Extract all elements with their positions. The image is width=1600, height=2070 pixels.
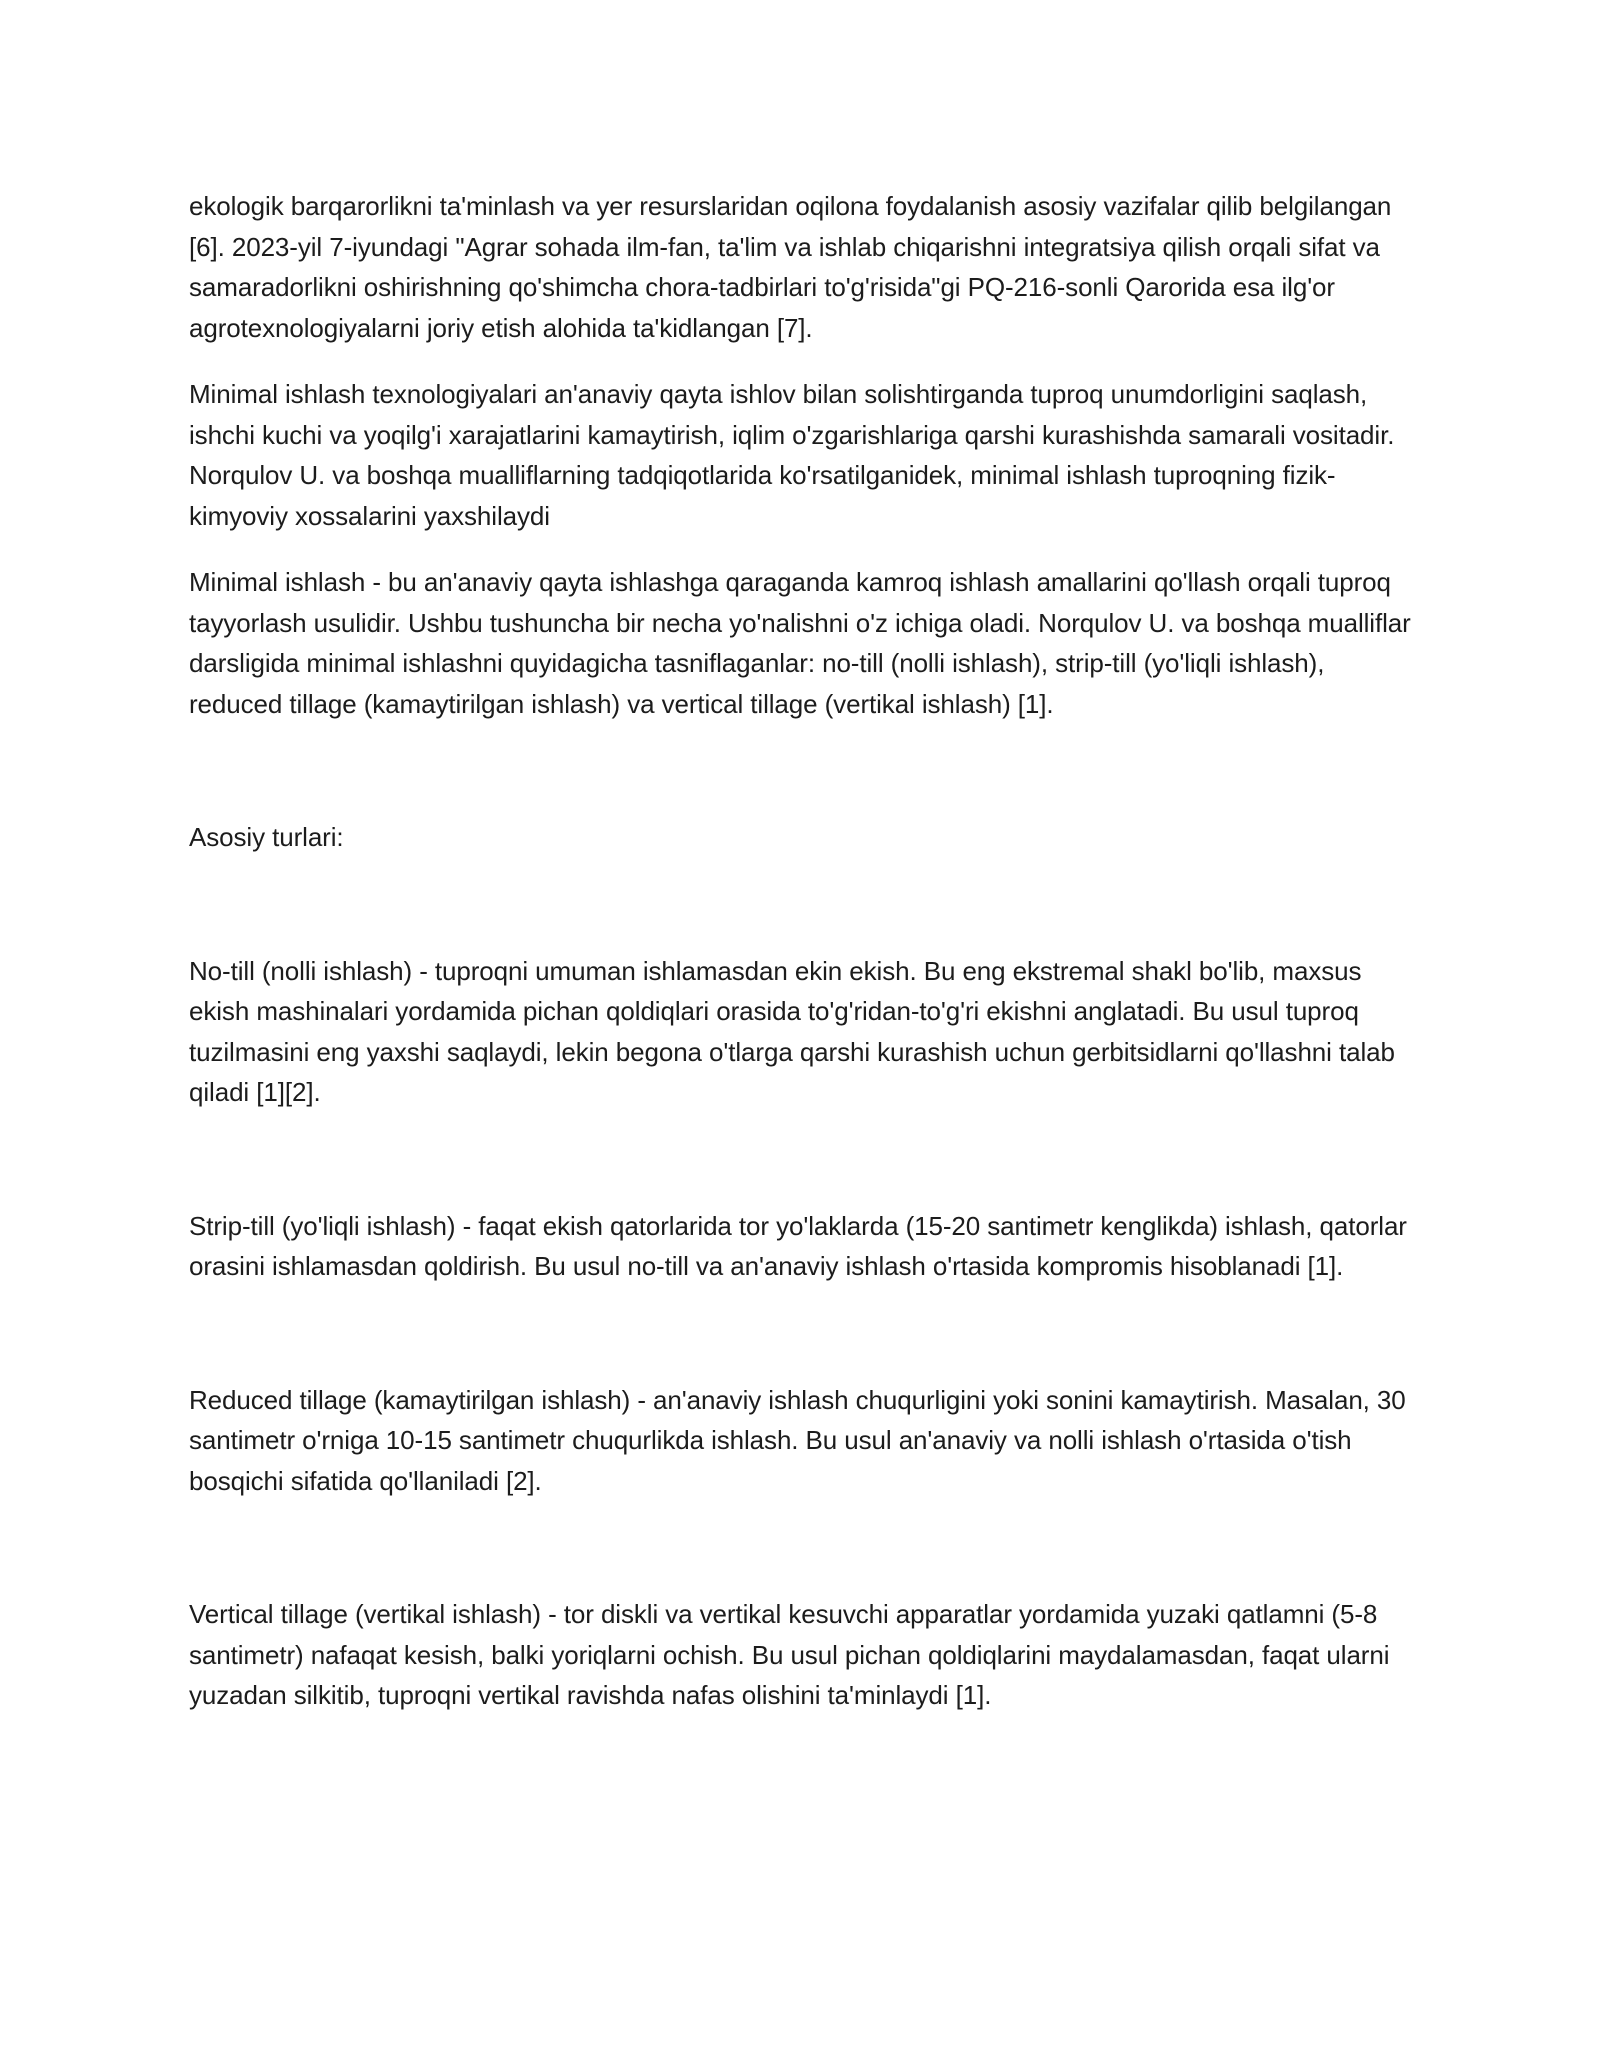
section-heading-types: Asosiy turlari: — [189, 822, 344, 852]
paragraph-minimal-tech: Minimal ishlash texnologiyalari an'anaviy qayta ishlov bilan solishtirganda tuproq unumdorligini saqlash, ishchi kuchi va yoqilg'i xarajatlarini kamaytirish, iqlim o'zgarishlariga qarshi kurashishda samarali vositadir. Norqulov U. va boshqa mualliflarning tadqiqotlarida ko'rsatilganidek, minimal ishlash tuproqning fizik-kimyoviy xossalarini yaxshilaydi — [189, 379, 1395, 531]
paragraph-intro: ekologik barqarorlikni ta'minlash va yer resurslaridan oqilona foydalanish asosiy vazifalar qilib belgilangan [6]. 2023-yil 7-iyundagi "Agrar sohada ilm-fan, ta'lim va ishlab chiqarishni integratsiya qilish orqali sifat va samaradorlikni oshirishning qo'shimcha chora-tadbirlari to'g'risida"gi PQ-216-sonli Qarorida esa ilg'or agrotexnologiyalarni joriy etish alohida ta'kidlangan [7]. — [189, 191, 1392, 343]
spacer — [189, 858, 1419, 951]
paragraph-strip-till: Strip-till (yo'liqli ishlash) - faqat ekish qatorlarida tor yo'laklarda (15-20 santimetr kenglikda) ishlash, qatorlar orasini ishlamasdan qoldirish. Bu usul no-till va an'anaviy ishlash o'rtasida kompromis hisoblanadi [1]. — [189, 1210, 1407, 1281]
paragraph-minimal-definition: Minimal ishlash - bu an'anaviy qayta ishlashga qaraganda kamroq ishlash amallarini qo'llash orqali tuproq tayyorlash usulidir. Ushbu tushuncha bir necha yo'nalishni o'z ichiga oladi. Norqulov U. va boshqa mualliflar darsligida minimal ishlashni quyidagicha tasniflaganlar: no-till (nolli ishlash), strip-till (yo'liqli ishlash), reduced tillage (kamaytirilgan ishlash) va vertical tillage (vertikal ishlash) [1]. — [189, 567, 1411, 719]
paragraph-no-till: No-till (nolli ishlash) - tuproqni umuman ishlamasdan ekin ekish. Bu eng ekstremal shakl bo'lib, maxsus ekish mashinalari yordamida pichan qoldiqlari orasida to'g'ridan-to'g'ri ekishni anglatadi. Bu usul tuproq tuzilmasini eng yaxshi saqlaydi, lekin begona o'tlarga qarshi kurashish uchun gerbitsidlarni qo'llashni talab qiladi [1][2]. — [189, 955, 1395, 1107]
paragraph-reduced-tillage: Reduced tillage (kamaytirilgan ishlash) - an'anaviy ishlash chuqurligini yoki sonini kamaytirish. Masalan, 30 santimetr o'rniga 10-15 santimetr chuqurlikda ishlash. Bu usul an'anaviy va nolli ishlash o'rtasida o'tish bosqichi sifatida qo'llaniladi [2]. — [189, 1384, 1406, 1496]
spacer — [189, 1287, 1419, 1380]
spacer — [189, 536, 1419, 562]
spacer — [189, 1113, 1419, 1206]
spacer — [189, 724, 1419, 817]
spacer — [189, 1501, 1419, 1594]
spacer — [189, 348, 1419, 374]
document-body — [189, 186, 1419, 1716]
paragraph-vertical-tillage: Vertical tillage (vertikal ishlash) - tor diskli va vertikal kesuvchi apparatlar yordamida yuzaki qatlamni (5-8 santimetr) nafaqat kesish, balki yoriqlarni ochish. Bu usul pichan qoldiqlarini maydalamasdan, faqat ularni yuzadan silkitib, tuproqni vertikal ravishda nafas olishini ta'minlaydi [1]. — [189, 1599, 1390, 1710]
